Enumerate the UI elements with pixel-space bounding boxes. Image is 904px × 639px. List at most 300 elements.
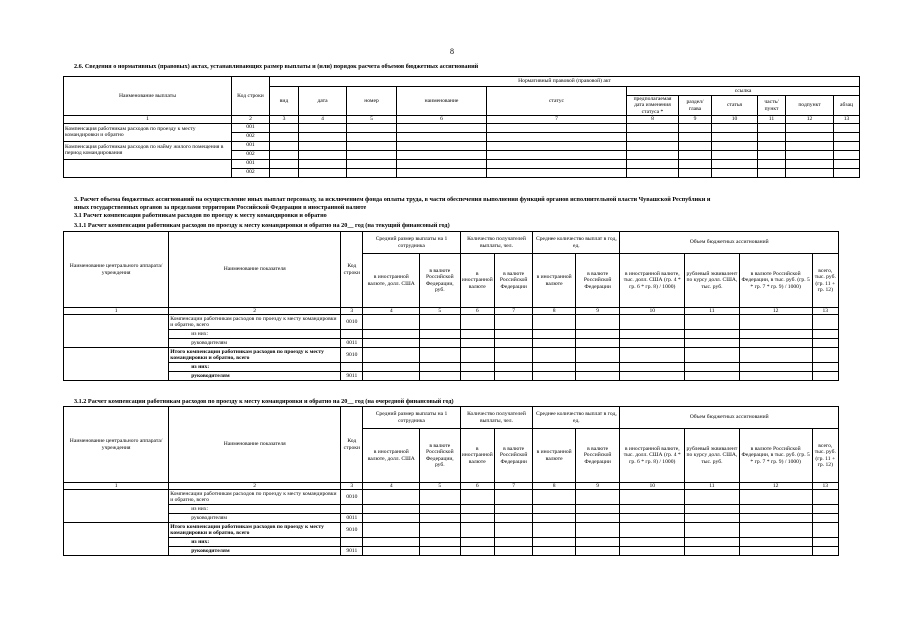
normative-acts-table xyxy=(63,76,860,178)
empty-cell xyxy=(494,339,532,348)
empty-cell xyxy=(758,123,786,132)
row-code: 001 xyxy=(232,141,270,150)
col-num: 10 xyxy=(712,116,758,123)
empty-cell xyxy=(299,150,347,159)
empty-cell xyxy=(786,123,834,132)
col-num: 11 xyxy=(685,308,740,315)
empty-cell xyxy=(712,159,758,168)
empty-cell xyxy=(627,150,679,159)
empty-cell xyxy=(460,547,494,556)
empty-cell xyxy=(533,315,575,330)
empty-cell xyxy=(460,505,494,514)
empty-cell xyxy=(347,168,397,177)
header-foreign-usd: в иностранной валюте, долл. США xyxy=(363,429,420,483)
empty-cell xyxy=(299,132,347,141)
col-num: 9 xyxy=(575,308,620,315)
empty-cell xyxy=(460,348,494,363)
table-row xyxy=(64,547,839,556)
empty-cell xyxy=(460,514,494,523)
empty-cell xyxy=(812,490,838,505)
header-vol-equiv: рублевый эквивалент по курсу долл. США, тыс. руб. xyxy=(685,429,740,483)
table-row xyxy=(64,330,839,339)
indicator-label: из них: xyxy=(169,538,341,547)
empty-cell xyxy=(575,505,620,514)
empty-cell xyxy=(397,150,487,159)
header-vol-foreign: в иностранной валюте, тыс. долл. США (гр. 4 * гр. 6 * гр. 8) / 1000) xyxy=(620,254,685,308)
row-code: 9011 xyxy=(341,372,363,381)
empty-cell xyxy=(487,150,627,159)
table-row xyxy=(64,363,839,372)
empty-cell xyxy=(712,132,758,141)
empty-cell xyxy=(758,168,786,177)
empty-cell xyxy=(685,339,740,348)
header-indicator: Наименование показателя xyxy=(169,407,341,483)
table-row xyxy=(64,538,839,547)
empty-cell xyxy=(812,523,838,538)
row-code xyxy=(341,538,363,547)
empty-cell xyxy=(420,505,460,514)
row-code: 0010 xyxy=(341,490,363,505)
empty-cell xyxy=(620,505,685,514)
empty-cell xyxy=(460,490,494,505)
col-num: 7 xyxy=(494,483,532,490)
empty-cell xyxy=(620,339,685,348)
col-num: 13 xyxy=(834,116,860,123)
header-trips: Среднее количество выплат в год, ед. xyxy=(533,232,620,254)
empty-cell xyxy=(739,363,812,372)
empty-cell xyxy=(270,141,299,150)
header-volume: Объем бюджетных ассигнований xyxy=(620,407,839,429)
empty-cell xyxy=(533,330,575,339)
header-vol-equiv: рублевый эквивалент по курсу долл. США, тыс. руб. xyxy=(685,254,740,308)
empty-cell xyxy=(758,132,786,141)
col-num: 2 xyxy=(169,308,341,315)
empty-cell xyxy=(812,547,838,556)
org-cell xyxy=(64,523,169,556)
col-num: 7 xyxy=(487,116,627,123)
indicator-label: Компенсации работникам расходов по проезду к месту командировки и обратно, всего xyxy=(169,490,341,505)
header-rf: в валюте Российской Федерации xyxy=(494,254,532,308)
empty-cell xyxy=(812,538,838,547)
empty-cell xyxy=(812,339,838,348)
empty-cell xyxy=(487,132,627,141)
empty-cell xyxy=(363,363,420,372)
empty-cell xyxy=(460,538,494,547)
header-count: Количество получателей выплаты, чел. xyxy=(460,407,533,429)
empty-cell xyxy=(533,538,575,547)
col-num: 4 xyxy=(363,483,420,490)
indicator-label: Итого компенсации работникам расходов по проезду к месту командировки и обратно, всего xyxy=(169,523,341,538)
empty-cell xyxy=(812,330,838,339)
empty-cell xyxy=(786,141,834,150)
empty-cell xyxy=(460,363,494,372)
empty-cell xyxy=(494,514,532,523)
empty-cell xyxy=(533,514,575,523)
col-num: 2 xyxy=(169,483,341,490)
empty-cell xyxy=(685,348,740,363)
empty-cell xyxy=(685,363,740,372)
header-org: Наименование центрального аппарата/учреждения xyxy=(64,232,169,308)
col-num: 9 xyxy=(679,116,712,123)
header-link: ссылка xyxy=(627,87,860,96)
col-num: 1 xyxy=(64,308,169,315)
empty-cell xyxy=(739,523,812,538)
empty-cell xyxy=(420,348,460,363)
table-row xyxy=(64,339,839,348)
empty-cell xyxy=(270,132,299,141)
empty-cell xyxy=(460,372,494,381)
indicator-label: руководителям xyxy=(169,547,341,556)
empty-cell xyxy=(299,141,347,150)
empty-cell xyxy=(460,315,494,330)
col-num: 8 xyxy=(533,483,575,490)
col-num: 9 xyxy=(575,483,620,490)
section-3-1-title: 3.1 Расчет компенсации работникам расходов по проезду к месту командировки и обратно xyxy=(74,212,327,219)
header-trips: Среднее количество выплат в год, ед. xyxy=(533,407,620,429)
header-act: Нормативный правовой (правовой) акт xyxy=(270,77,860,87)
empty-cell xyxy=(620,348,685,363)
header-volume: Объем бюджетных ассигнований xyxy=(620,232,839,254)
empty-cell xyxy=(739,348,812,363)
empty-cell xyxy=(620,372,685,381)
empty-cell xyxy=(347,132,397,141)
table-row xyxy=(64,372,839,381)
empty-cell xyxy=(620,538,685,547)
row-code: 002 xyxy=(232,150,270,159)
empty-cell xyxy=(786,168,834,177)
empty-cell xyxy=(812,505,838,514)
indicator-label: из них: xyxy=(169,363,341,372)
header-foreign: в иностранной валюте xyxy=(460,429,494,483)
empty-cell xyxy=(494,315,532,330)
empty-cell xyxy=(460,523,494,538)
header-foreign: в иностранной валюте xyxy=(533,254,575,308)
col-num: 3 xyxy=(270,116,299,123)
col-num: 12 xyxy=(739,308,812,315)
header-rub: в валюте Российской Федерации, руб. xyxy=(420,429,460,483)
empty-cell xyxy=(620,363,685,372)
empty-cell xyxy=(533,505,575,514)
row-code xyxy=(341,505,363,514)
empty-cell xyxy=(739,372,812,381)
indicator-label: из них: xyxy=(169,505,341,514)
header-foreign: в иностранной валюте xyxy=(460,254,494,308)
empty-cell xyxy=(685,547,740,556)
empty-cell xyxy=(347,141,397,150)
empty-cell xyxy=(627,159,679,168)
empty-cell xyxy=(420,330,460,339)
empty-cell xyxy=(420,339,460,348)
header-date: дата xyxy=(299,87,347,116)
empty-cell xyxy=(812,514,838,523)
col-num: 2 xyxy=(232,116,270,123)
empty-cell xyxy=(575,547,620,556)
indicator-label: руководителям xyxy=(169,339,341,348)
row-code: 9010 xyxy=(341,523,363,538)
row-code: 002 xyxy=(232,168,270,177)
empty-cell xyxy=(397,159,487,168)
empty-cell xyxy=(685,330,740,339)
col-num: 12 xyxy=(786,116,834,123)
header-vol-foreign: в иностранной валюте, тыс. долл. США (гр. 4 * гр. 6 * гр. 8) / 1000) xyxy=(620,429,685,483)
table-row xyxy=(64,514,839,523)
indicator-label: руководителям xyxy=(169,372,341,381)
header-statya: статья xyxy=(712,96,758,116)
empty-cell xyxy=(420,538,460,547)
header-code: Код строки xyxy=(341,232,363,308)
payment-name: Компенсация работникам расходов по проезду к месту командировки и обратно xyxy=(64,123,232,141)
empty-cell xyxy=(834,168,860,177)
col-num: 1 xyxy=(64,483,169,490)
indicator-label: Итого компенсации работникам расходов по проезду к месту командировки и обратно, всего xyxy=(169,348,341,363)
section-3-title-1: 3. Расчет объема бюджетных ассигнований на осуществление иных выплат персоналу, за исключением фонда оплаты труда, в части обеспечения выполнения функций органов исполнительной власти Чувашской Республики и xyxy=(74,196,711,203)
empty-cell xyxy=(270,168,299,177)
row-code: 0011 xyxy=(341,339,363,348)
empty-cell xyxy=(363,505,420,514)
empty-cell xyxy=(627,168,679,177)
empty-cell xyxy=(739,339,812,348)
empty-cell xyxy=(739,505,812,514)
empty-cell xyxy=(739,514,812,523)
col-num: 13 xyxy=(812,308,838,315)
header-rub: в валюте Российской Федерации, руб. xyxy=(420,254,460,308)
header-status: статус xyxy=(487,87,627,116)
empty-cell xyxy=(494,538,532,547)
col-num: 8 xyxy=(627,116,679,123)
empty-cell xyxy=(575,363,620,372)
header-rf: в валюте Российской Федерации xyxy=(575,429,620,483)
row-code: 001 xyxy=(232,159,270,168)
empty-cell xyxy=(363,490,420,505)
header-indicator: Наименование показателя xyxy=(169,232,341,308)
empty-cell xyxy=(270,150,299,159)
empty-cell xyxy=(812,348,838,363)
col-num: 4 xyxy=(299,116,347,123)
empty-cell xyxy=(739,330,812,339)
header-code: Код строки xyxy=(341,407,363,483)
col-num: 7 xyxy=(494,308,532,315)
empty-cell xyxy=(685,490,740,505)
empty-cell xyxy=(487,168,627,177)
col-num: 5 xyxy=(420,308,460,315)
col-num: 3 xyxy=(341,483,363,490)
row-code: 0010 xyxy=(341,315,363,330)
empty-cell xyxy=(299,123,347,132)
empty-cell xyxy=(712,168,758,177)
header-chast: часть/ пункт xyxy=(758,96,786,116)
empty-cell xyxy=(494,547,532,556)
empty-cell xyxy=(299,159,347,168)
empty-cell xyxy=(533,372,575,381)
empty-cell xyxy=(533,547,575,556)
empty-cell xyxy=(575,538,620,547)
header-number: номер xyxy=(347,87,397,116)
empty-cell xyxy=(620,547,685,556)
header-naim: наименование xyxy=(397,87,487,116)
col-num: 11 xyxy=(685,483,740,490)
empty-cell xyxy=(363,315,420,330)
empty-cell xyxy=(363,339,420,348)
empty-cell xyxy=(487,123,627,132)
empty-cell xyxy=(758,159,786,168)
row-code: 9010 xyxy=(341,348,363,363)
header-name: Наименование выплаты xyxy=(64,77,232,116)
org-cell xyxy=(64,490,169,523)
col-num: 4 xyxy=(363,308,420,315)
empty-cell xyxy=(812,315,838,330)
empty-cell xyxy=(270,159,299,168)
header-podpunkt: подпункт xyxy=(786,96,834,116)
col-num: 6 xyxy=(460,483,494,490)
empty-cell xyxy=(627,123,679,132)
row-code: 9011 xyxy=(341,547,363,556)
empty-cell xyxy=(397,132,487,141)
empty-cell xyxy=(494,372,532,381)
empty-cell xyxy=(494,348,532,363)
empty-cell xyxy=(685,538,740,547)
col-num: 5 xyxy=(420,483,460,490)
empty-cell xyxy=(420,514,460,523)
table-row xyxy=(64,141,860,150)
col-num: 5 xyxy=(347,116,397,123)
empty-cell xyxy=(712,150,758,159)
empty-cell xyxy=(834,159,860,168)
col-num: 3 xyxy=(341,308,363,315)
table-row xyxy=(64,123,860,132)
empty-cell xyxy=(420,547,460,556)
empty-cell xyxy=(397,168,487,177)
empty-cell xyxy=(812,363,838,372)
empty-cell xyxy=(812,372,838,381)
empty-cell xyxy=(363,538,420,547)
empty-cell xyxy=(494,363,532,372)
empty-cell xyxy=(739,547,812,556)
section-3-1-2-title: 3.1.2 Расчет компенсации работникам расходов по проезду к месту командировки и обратно на 20__ год (на очередной финансовый год) xyxy=(74,398,454,405)
col-num: 13 xyxy=(812,483,838,490)
empty-cell xyxy=(620,315,685,330)
col-num: 6 xyxy=(460,308,494,315)
section-3-1-1-title: 3.1.1 Расчет компенсации работникам расходов по проезду к месту командировки и обратно на 20__ год (на текущий финансовый год) xyxy=(74,222,450,229)
indicator-label: руководителям xyxy=(169,514,341,523)
table-row xyxy=(64,505,839,514)
header-foreign-usd: в иностранной валюте, долл. США xyxy=(363,254,420,308)
header-count: Количество получателей выплаты, чел. xyxy=(460,232,533,254)
empty-cell xyxy=(786,159,834,168)
empty-cell xyxy=(460,339,494,348)
empty-cell xyxy=(347,159,397,168)
empty-cell xyxy=(363,372,420,381)
empty-cell xyxy=(739,538,812,547)
empty-cell xyxy=(758,141,786,150)
empty-cell xyxy=(363,514,420,523)
org-cell xyxy=(64,315,169,348)
empty-cell xyxy=(679,123,712,132)
header-vid: вид xyxy=(270,87,299,116)
header-avg: Средний размер выплаты на 1 сотрудника xyxy=(363,407,460,429)
section-2-6-title: 2.6. Сведения о нормативных (правовых) актах, устанавливающих размер выплаты и (или) порядок расчета объемов бюджетных ассигнований xyxy=(74,63,479,70)
header-rf: в валюте Российской Федерации xyxy=(575,254,620,308)
empty-cell xyxy=(575,490,620,505)
empty-cell xyxy=(834,132,860,141)
header-razdel: раздел/ глава xyxy=(679,96,712,116)
empty-cell xyxy=(347,123,397,132)
empty-cell xyxy=(834,141,860,150)
empty-cell xyxy=(575,523,620,538)
empty-cell xyxy=(575,514,620,523)
table-row xyxy=(64,348,839,363)
empty-cell xyxy=(533,339,575,348)
empty-cell xyxy=(679,132,712,141)
row-code xyxy=(341,363,363,372)
col-num: 6 xyxy=(397,116,487,123)
calc-table xyxy=(63,231,839,381)
row-code: 001 xyxy=(232,123,270,132)
empty-cell xyxy=(363,330,420,339)
empty-cell xyxy=(575,339,620,348)
empty-cell xyxy=(299,168,347,177)
empty-cell xyxy=(685,514,740,523)
indicator-label: из них: xyxy=(169,330,341,339)
col-num: 10 xyxy=(620,483,685,490)
header-vol-total: всего, тыс. руб. (гр. 11 + гр. 12) xyxy=(812,254,838,308)
empty-cell xyxy=(712,123,758,132)
empty-cell xyxy=(758,150,786,159)
empty-cell xyxy=(679,159,712,168)
col-num: 12 xyxy=(739,483,812,490)
calc-table xyxy=(63,406,839,556)
empty-cell xyxy=(685,505,740,514)
empty-cell xyxy=(270,123,299,132)
empty-cell xyxy=(627,141,679,150)
empty-cell xyxy=(786,150,834,159)
empty-cell xyxy=(460,330,494,339)
empty-cell xyxy=(533,363,575,372)
empty-cell xyxy=(420,490,460,505)
empty-cell xyxy=(620,330,685,339)
table-row xyxy=(64,159,860,168)
empty-cell xyxy=(685,372,740,381)
empty-cell xyxy=(575,330,620,339)
row-code: 002 xyxy=(232,132,270,141)
empty-cell xyxy=(834,150,860,159)
empty-cell xyxy=(397,141,487,150)
empty-cell xyxy=(420,315,460,330)
header-rf: в валюте Российской Федерации xyxy=(494,429,532,483)
header-expected: предполагаемая дата изменения статуса * xyxy=(627,96,679,116)
empty-cell xyxy=(620,490,685,505)
col-num: 8 xyxy=(533,308,575,315)
empty-cell xyxy=(420,523,460,538)
empty-cell xyxy=(494,490,532,505)
empty-cell xyxy=(420,372,460,381)
empty-cell xyxy=(575,348,620,363)
empty-cell xyxy=(494,330,532,339)
header-foreign: в иностранной валюте xyxy=(533,429,575,483)
empty-cell xyxy=(739,490,812,505)
empty-cell xyxy=(620,514,685,523)
empty-cell xyxy=(739,315,812,330)
empty-cell xyxy=(685,315,740,330)
empty-cell xyxy=(420,363,460,372)
empty-cell xyxy=(533,523,575,538)
empty-cell xyxy=(363,523,420,538)
header-org: Наименование центрального аппарата/учреждения xyxy=(64,407,169,483)
empty-cell xyxy=(487,159,627,168)
table-row xyxy=(64,315,839,330)
col-num: 10 xyxy=(620,308,685,315)
row-code: 0011 xyxy=(341,514,363,523)
org-cell xyxy=(64,348,169,381)
